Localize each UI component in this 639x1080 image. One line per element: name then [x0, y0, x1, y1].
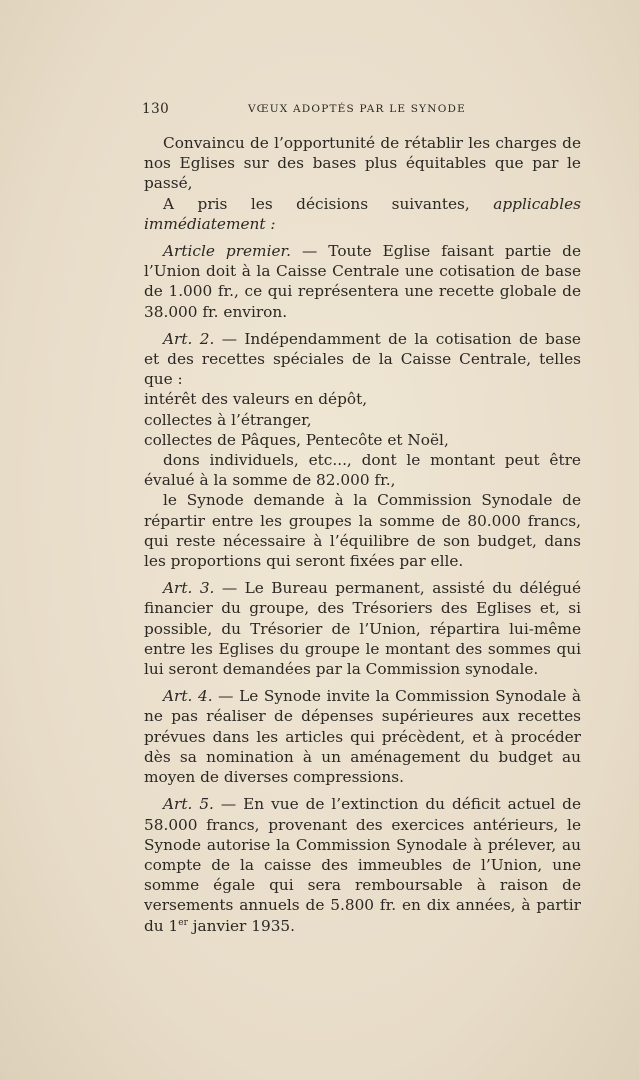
article-2 [144, 329, 581, 390]
body-text [144, 133, 581, 936]
page-header [142, 101, 579, 121]
article-1-label: Article premier. [163, 242, 292, 261]
article-2-label: Art. 2. [163, 329, 215, 348]
article-1 [144, 241, 581, 322]
decision-emphasis: applicables immédiatement : [144, 194, 581, 233]
page-number: 130 [142, 101, 170, 117]
article-5-label: Art. 5. [163, 795, 214, 814]
paragraph-intro: Convaincu de l’opportunité de rétablir les charges de nos Eglises sur des bases plus équitables que par le passé, [144, 134, 581, 193]
article-3 [144, 578, 581, 679]
article-2-text: — Indépendamment de la cotisation de base et des recettes spéciales de la Caisse Centrale, telles que : [144, 329, 581, 389]
article-5 [144, 794, 581, 935]
article-4-label: Art. 4. [163, 687, 213, 706]
article-5-superscript: er [178, 917, 188, 928]
article-1-text: — Toute Eglise faisant partie de l’Union doit à la Caisse Centrale une cotisation de base de 1.000 fr., ce qui représentera une recette globale de 38.000 fr. environ. [144, 242, 581, 321]
article-4 [144, 686, 581, 787]
article-3-label: Art. 3. [163, 579, 215, 598]
paragraph-decision [144, 194, 581, 234]
article-5-text: — En vue de l’extinction du déficit actuel de 58.000 francs, provenant des exercices antérieurs, le Synode autorise la Commission Synodale à prélever, au compte de la caisse des immeubles de l’Union, une somme égale qui sera remboursable à raison de versements annuels de 5.800 fr. en dix années, à partir du 1 [144, 795, 582, 935]
article-2-conclusion: le Synode demande à la Commission Synodale de répartir entre les groupes la somme de 80.000 francs, qui reste nécessaire à l’équilibre de son budget, dans les proportions qui seront fixées par elle. [144, 491, 581, 571]
article-2-item: collectes de Pâques, Pentecôte et Noël, [144, 430, 449, 449]
running-head: VŒUX ADOPTÉS PAR LE SYNODE [248, 103, 466, 115]
article-3-text: — Le Bureau permanent, assisté du délégué financier du groupe, des Trésoriers des Eglises et, si possible, du Trésorier de l’Union, répartira lui-même entre les Eglises du groupe le montant des sommes qui lui seront demandées par la Commission synodale. [144, 579, 581, 679]
article-2-item: collectes à l’étranger, [144, 410, 312, 429]
article-2-item: intérêt des valeurs en dépôt, [144, 390, 368, 409]
article-2-item-last: dons individuels, etc..., dont le montant peut être évalué à la somme de 82.000 fr., [144, 451, 581, 490]
article-5-end: janvier 1935. [187, 916, 296, 935]
article-4-text: — Le Synode invite la Commission Synodale à ne pas réaliser de dépenses supérieures aux recettes prévues dans les articles qui précèdent, et à procéder dès sa nomination à un aménagement du budget au moyen de diverses compressions. [144, 687, 581, 787]
decision-lead: A pris les décisions suivantes, [163, 194, 470, 213]
